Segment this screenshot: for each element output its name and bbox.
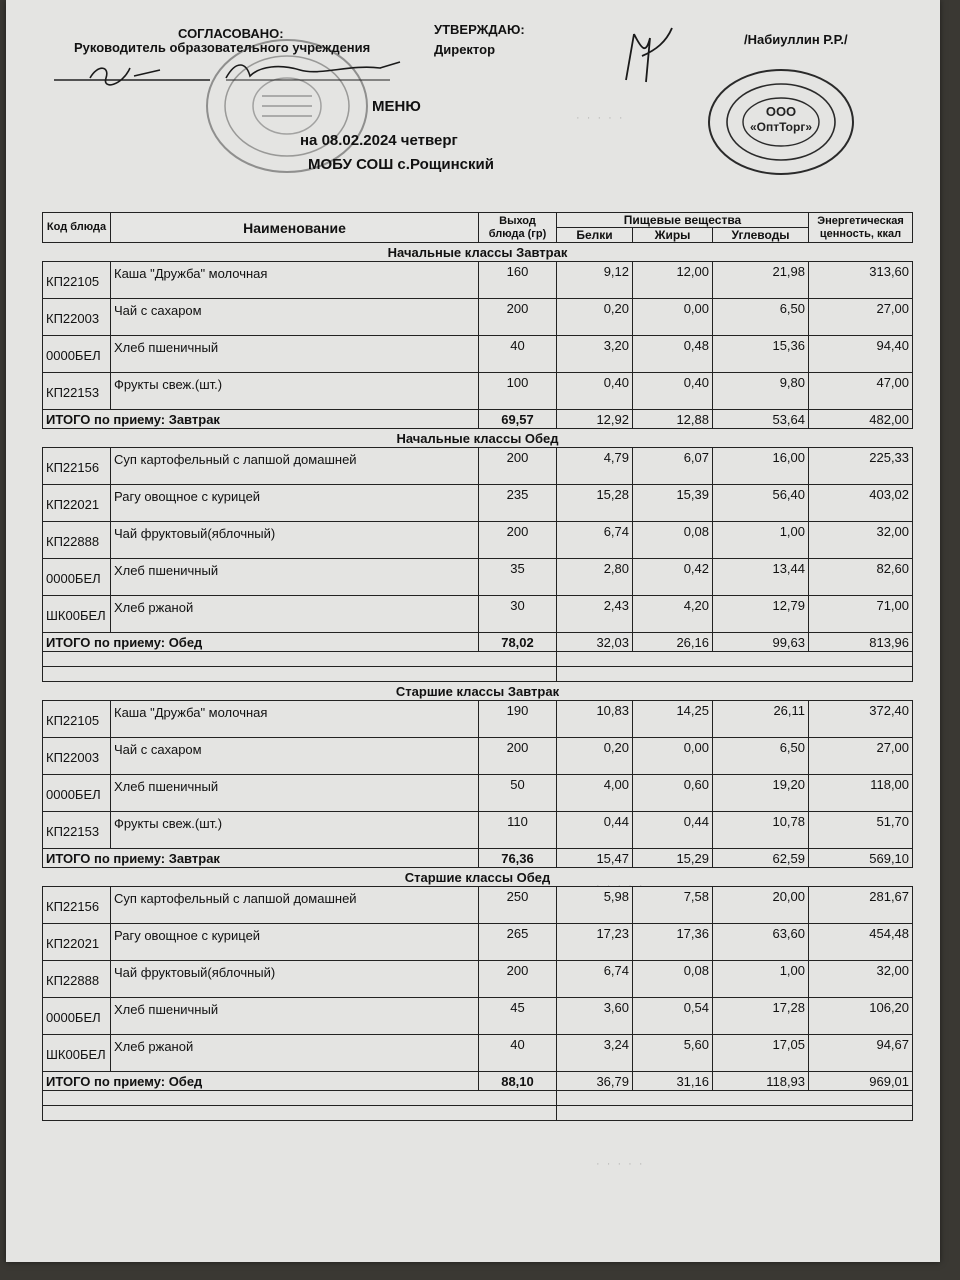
total-fat: 26,16 bbox=[633, 633, 713, 652]
dish-energy: 313,60 bbox=[809, 262, 913, 299]
dish-protein: 5,98 bbox=[557, 887, 633, 924]
dish-protein: 15,28 bbox=[557, 485, 633, 522]
dish-energy: 94,40 bbox=[809, 336, 913, 373]
total-row bbox=[43, 633, 913, 652]
agreed-role: Руководитель образовательного учреждения bbox=[74, 40, 371, 55]
total-energy: 569,10 bbox=[809, 849, 913, 868]
school-name: МОБУ СОШ с.Рощинский bbox=[308, 156, 494, 173]
total-protein: 36,79 bbox=[557, 1072, 633, 1091]
dish-energy: 106,20 bbox=[809, 998, 913, 1035]
dish-fat: 0,00 bbox=[633, 738, 713, 775]
dish-protein: 0,44 bbox=[557, 812, 633, 849]
dish-protein: 17,23 bbox=[557, 924, 633, 961]
table-row bbox=[43, 299, 913, 336]
dish-fat: 4,20 bbox=[633, 596, 713, 633]
dish-name: Фрукты свеж.(шт.) bbox=[111, 373, 479, 410]
table-row bbox=[43, 775, 913, 812]
dish-name: Хлеб пшеничный bbox=[111, 559, 479, 596]
menu-title: МЕНЮ bbox=[372, 98, 421, 115]
total-output: 69,57 bbox=[479, 410, 557, 429]
total-output: 88,10 bbox=[479, 1072, 557, 1091]
table-row bbox=[43, 701, 913, 738]
table-row bbox=[43, 812, 913, 849]
dish-protein: 3,60 bbox=[557, 998, 633, 1035]
dish-code: КП22021 bbox=[43, 485, 111, 522]
blank-cell bbox=[43, 652, 557, 667]
dish-output: 235 bbox=[479, 485, 557, 522]
dish-code: КП22888 bbox=[43, 961, 111, 998]
section-title-row bbox=[43, 682, 913, 701]
table-header-row bbox=[43, 213, 913, 228]
dish-carbs: 21,98 bbox=[713, 262, 809, 299]
total-energy: 482,00 bbox=[809, 410, 913, 429]
dish-carbs: 6,50 bbox=[713, 299, 809, 336]
total-fat: 15,29 bbox=[633, 849, 713, 868]
total-fat: 12,88 bbox=[633, 410, 713, 429]
blank-cell bbox=[557, 1106, 913, 1121]
dish-code: КП22105 bbox=[43, 701, 111, 738]
dish-carbs: 17,05 bbox=[713, 1035, 809, 1072]
menu-table bbox=[42, 212, 913, 1121]
print-through-mark: · · · · · bbox=[596, 1158, 645, 1170]
dish-carbs: 13,44 bbox=[713, 559, 809, 596]
dish-code: КП22105 bbox=[43, 262, 111, 299]
blank-cell bbox=[43, 1091, 557, 1106]
dish-code: 0000БЕЛ bbox=[43, 775, 111, 812]
dish-fat: 0,44 bbox=[633, 812, 713, 849]
dish-carbs: 9,80 bbox=[713, 373, 809, 410]
dish-carbs: 10,78 bbox=[713, 812, 809, 849]
total-output: 76,36 bbox=[479, 849, 557, 868]
school-stamp bbox=[202, 36, 372, 176]
dish-code: 0000БЕЛ bbox=[43, 336, 111, 373]
dish-energy: 32,00 bbox=[809, 961, 913, 998]
total-carbs: 118,93 bbox=[713, 1072, 809, 1091]
dish-output: 100 bbox=[479, 373, 557, 410]
dish-carbs: 12,79 bbox=[713, 596, 809, 633]
menu-table-body bbox=[43, 243, 913, 1121]
header-fat: Жиры bbox=[633, 228, 713, 243]
dish-fat: 17,36 bbox=[633, 924, 713, 961]
dish-protein: 0,20 bbox=[557, 738, 633, 775]
dish-fat: 12,00 bbox=[633, 262, 713, 299]
director-name: /Набиуллин Р.Р./ bbox=[744, 32, 848, 47]
header-code: Код блюда bbox=[43, 213, 111, 243]
dish-carbs: 15,36 bbox=[713, 336, 809, 373]
total-energy: 969,01 bbox=[809, 1072, 913, 1091]
dish-name: Чай с сахаром bbox=[111, 738, 479, 775]
dish-carbs: 17,28 bbox=[713, 998, 809, 1035]
blank-row bbox=[43, 652, 913, 667]
dish-protein: 10,83 bbox=[557, 701, 633, 738]
header-output: Выход блюда (гр) bbox=[479, 213, 557, 243]
table-row bbox=[43, 373, 913, 410]
print-through-mark: · · · · · bbox=[576, 112, 625, 124]
dish-code: КП22153 bbox=[43, 373, 111, 410]
dish-energy: 27,00 bbox=[809, 738, 913, 775]
table-row bbox=[43, 1035, 913, 1072]
dish-name: Чай с сахаром bbox=[111, 299, 479, 336]
table-row bbox=[43, 738, 913, 775]
dish-name: Хлеб пшеничный bbox=[111, 775, 479, 812]
table-row bbox=[43, 998, 913, 1035]
header-nutrients: Пищевые вещества bbox=[557, 213, 809, 228]
total-output: 78,02 bbox=[479, 633, 557, 652]
dish-energy: 281,67 bbox=[809, 887, 913, 924]
header-protein: Белки bbox=[557, 228, 633, 243]
header-carbs: Углеводы bbox=[713, 228, 809, 243]
total-row bbox=[43, 410, 913, 429]
total-carbs: 99,63 bbox=[713, 633, 809, 652]
section-title: Старшие классы Обед bbox=[43, 868, 913, 887]
table-row bbox=[43, 485, 913, 522]
dish-protein: 4,79 bbox=[557, 448, 633, 485]
dish-energy: 94,67 bbox=[809, 1035, 913, 1072]
dish-carbs: 6,50 bbox=[713, 738, 809, 775]
table-row bbox=[43, 596, 913, 633]
total-energy: 813,96 bbox=[809, 633, 913, 652]
print-through-mark: · · · · · bbox=[596, 880, 645, 892]
menu-document-sheet bbox=[6, 0, 940, 1262]
dish-name: Суп картофельный с лапшой домашней bbox=[111, 448, 479, 485]
dish-output: 30 bbox=[479, 596, 557, 633]
dish-protein: 2,43 bbox=[557, 596, 633, 633]
dish-output: 265 bbox=[479, 924, 557, 961]
dish-name: Чай фруктовый(яблочный) bbox=[111, 961, 479, 998]
dish-output: 40 bbox=[479, 336, 557, 373]
dish-energy: 403,02 bbox=[809, 485, 913, 522]
table-row bbox=[43, 559, 913, 596]
dish-fat: 0,48 bbox=[633, 336, 713, 373]
total-protein: 15,47 bbox=[557, 849, 633, 868]
dish-code: КП22003 bbox=[43, 738, 111, 775]
header-name: Наименование bbox=[111, 213, 479, 243]
dish-code: ШК00БЕЛ bbox=[43, 596, 111, 633]
dish-name: Суп картофельный с лапшой домашней bbox=[111, 887, 479, 924]
dish-fat: 5,60 bbox=[633, 1035, 713, 1072]
dish-fat: 0,08 bbox=[633, 522, 713, 559]
dish-output: 200 bbox=[479, 522, 557, 559]
dish-output: 40 bbox=[479, 1035, 557, 1072]
dish-energy: 454,48 bbox=[809, 924, 913, 961]
table-row bbox=[43, 448, 913, 485]
total-fat: 31,16 bbox=[633, 1072, 713, 1091]
section-title-row bbox=[43, 429, 913, 448]
dish-output: 110 bbox=[479, 812, 557, 849]
dish-code: КП22888 bbox=[43, 522, 111, 559]
approve-title: УТВЕРЖДАЮ: bbox=[434, 22, 525, 37]
dish-code: КП22156 bbox=[43, 448, 111, 485]
total-carbs: 53,64 bbox=[713, 410, 809, 429]
table-row bbox=[43, 924, 913, 961]
dish-fat: 7,58 bbox=[633, 887, 713, 924]
menu-date: на 08.02.2024 четверг bbox=[300, 132, 458, 149]
dish-carbs: 56,40 bbox=[713, 485, 809, 522]
dish-code: 0000БЕЛ bbox=[43, 559, 111, 596]
table-row bbox=[43, 336, 913, 373]
dish-output: 45 bbox=[479, 998, 557, 1035]
dish-protein: 0,20 bbox=[557, 299, 633, 336]
section-title: Начальные классы Завтрак bbox=[43, 243, 913, 262]
total-carbs: 62,59 bbox=[713, 849, 809, 868]
dish-output: 160 bbox=[479, 262, 557, 299]
dish-energy: 82,60 bbox=[809, 559, 913, 596]
dish-output: 200 bbox=[479, 961, 557, 998]
dish-protein: 4,00 bbox=[557, 775, 633, 812]
dish-energy: 32,00 bbox=[809, 522, 913, 559]
dish-name: Рагу овощное с курицей bbox=[111, 485, 479, 522]
dish-energy: 372,40 bbox=[809, 701, 913, 738]
dish-code: КП22021 bbox=[43, 924, 111, 961]
dish-name: Каша "Дружба" молочная bbox=[111, 262, 479, 299]
dish-energy: 118,00 bbox=[809, 775, 913, 812]
dish-name: Хлеб пшеничный bbox=[111, 336, 479, 373]
section-title: Старшие классы Завтрак bbox=[43, 682, 913, 701]
dish-energy: 47,00 bbox=[809, 373, 913, 410]
dish-fat: 0,00 bbox=[633, 299, 713, 336]
dish-carbs: 1,00 bbox=[713, 961, 809, 998]
stamp-company-form: ООО bbox=[765, 104, 797, 119]
dish-fat: 14,25 bbox=[633, 701, 713, 738]
header-energy: Энергетическая ценность, ккал bbox=[809, 213, 913, 243]
dish-output: 35 bbox=[479, 559, 557, 596]
total-label: ИТОГО по приему: Обед bbox=[43, 633, 479, 652]
total-label: ИТОГО по приему: Завтрак bbox=[43, 849, 479, 868]
blank-cell bbox=[43, 667, 557, 682]
table-row bbox=[43, 961, 913, 998]
dish-output: 200 bbox=[479, 448, 557, 485]
dish-fat: 15,39 bbox=[633, 485, 713, 522]
blank-cell bbox=[557, 667, 913, 682]
dish-carbs: 16,00 bbox=[713, 448, 809, 485]
dish-energy: 71,00 bbox=[809, 596, 913, 633]
dish-carbs: 1,00 bbox=[713, 522, 809, 559]
dish-fat: 0,60 bbox=[633, 775, 713, 812]
dish-carbs: 26,11 bbox=[713, 701, 809, 738]
dish-output: 200 bbox=[479, 738, 557, 775]
dish-name: Фрукты свеж.(шт.) bbox=[111, 812, 479, 849]
stamp-company-name: «ОптТорг» bbox=[749, 120, 813, 134]
dish-protein: 3,20 bbox=[557, 336, 633, 373]
dish-code: КП22003 bbox=[43, 299, 111, 336]
director-signature bbox=[612, 20, 682, 90]
total-row bbox=[43, 849, 913, 868]
table-row bbox=[43, 262, 913, 299]
total-protein: 32,03 bbox=[557, 633, 633, 652]
dish-carbs: 20,00 bbox=[713, 887, 809, 924]
company-stamp bbox=[706, 68, 856, 176]
table-row bbox=[43, 522, 913, 559]
dish-protein: 9,12 bbox=[557, 262, 633, 299]
agreed-title: СОГЛАСОВАНО: bbox=[178, 26, 284, 41]
dish-code: КП22153 bbox=[43, 812, 111, 849]
section-title-row bbox=[43, 868, 913, 887]
dish-energy: 225,33 bbox=[809, 448, 913, 485]
total-label: ИТОГО по приему: Обед bbox=[43, 1072, 479, 1091]
total-protein: 12,92 bbox=[557, 410, 633, 429]
dish-fat: 0,42 bbox=[633, 559, 713, 596]
blank-cell bbox=[557, 652, 913, 667]
dish-output: 190 bbox=[479, 701, 557, 738]
dish-name: Хлеб ржаной bbox=[111, 596, 479, 633]
dish-name: Рагу овощное с курицей bbox=[111, 924, 479, 961]
dish-code: 0000БЕЛ bbox=[43, 998, 111, 1035]
dish-name: Чай фруктовый(яблочный) bbox=[111, 522, 479, 559]
dish-carbs: 63,60 bbox=[713, 924, 809, 961]
dish-energy: 27,00 bbox=[809, 299, 913, 336]
dish-output: 250 bbox=[479, 887, 557, 924]
blank-cell bbox=[43, 1106, 557, 1121]
dish-protein: 6,74 bbox=[557, 961, 633, 998]
table-row bbox=[43, 887, 913, 924]
dish-energy: 51,70 bbox=[809, 812, 913, 849]
approve-role: Директор bbox=[434, 42, 496, 57]
dish-protein: 3,24 bbox=[557, 1035, 633, 1072]
blank-row bbox=[43, 1106, 913, 1121]
dish-output: 200 bbox=[479, 299, 557, 336]
dish-protein: 2,80 bbox=[557, 559, 633, 596]
dish-protein: 0,40 bbox=[557, 373, 633, 410]
blank-row bbox=[43, 667, 913, 682]
total-row bbox=[43, 1072, 913, 1091]
dish-code: КП22156 bbox=[43, 887, 111, 924]
total-label: ИТОГО по приему: Завтрак bbox=[43, 410, 479, 429]
dish-name: Хлеб пшеничный bbox=[111, 998, 479, 1035]
dish-output: 50 bbox=[479, 775, 557, 812]
dish-name: Каша "Дружба" молочная bbox=[111, 701, 479, 738]
dish-carbs: 19,20 bbox=[713, 775, 809, 812]
section-title-row bbox=[43, 243, 913, 262]
dish-fat: 0,08 bbox=[633, 961, 713, 998]
section-title: Начальные классы Обед bbox=[43, 429, 913, 448]
dish-code: ШК00БЕЛ bbox=[43, 1035, 111, 1072]
dish-fat: 0,54 bbox=[633, 998, 713, 1035]
blank-row bbox=[43, 1091, 913, 1106]
dish-fat: 0,40 bbox=[633, 373, 713, 410]
dish-fat: 6,07 bbox=[633, 448, 713, 485]
blank-cell bbox=[557, 1091, 913, 1106]
dish-protein: 6,74 bbox=[557, 522, 633, 559]
dish-name: Хлеб ржаной bbox=[111, 1035, 479, 1072]
